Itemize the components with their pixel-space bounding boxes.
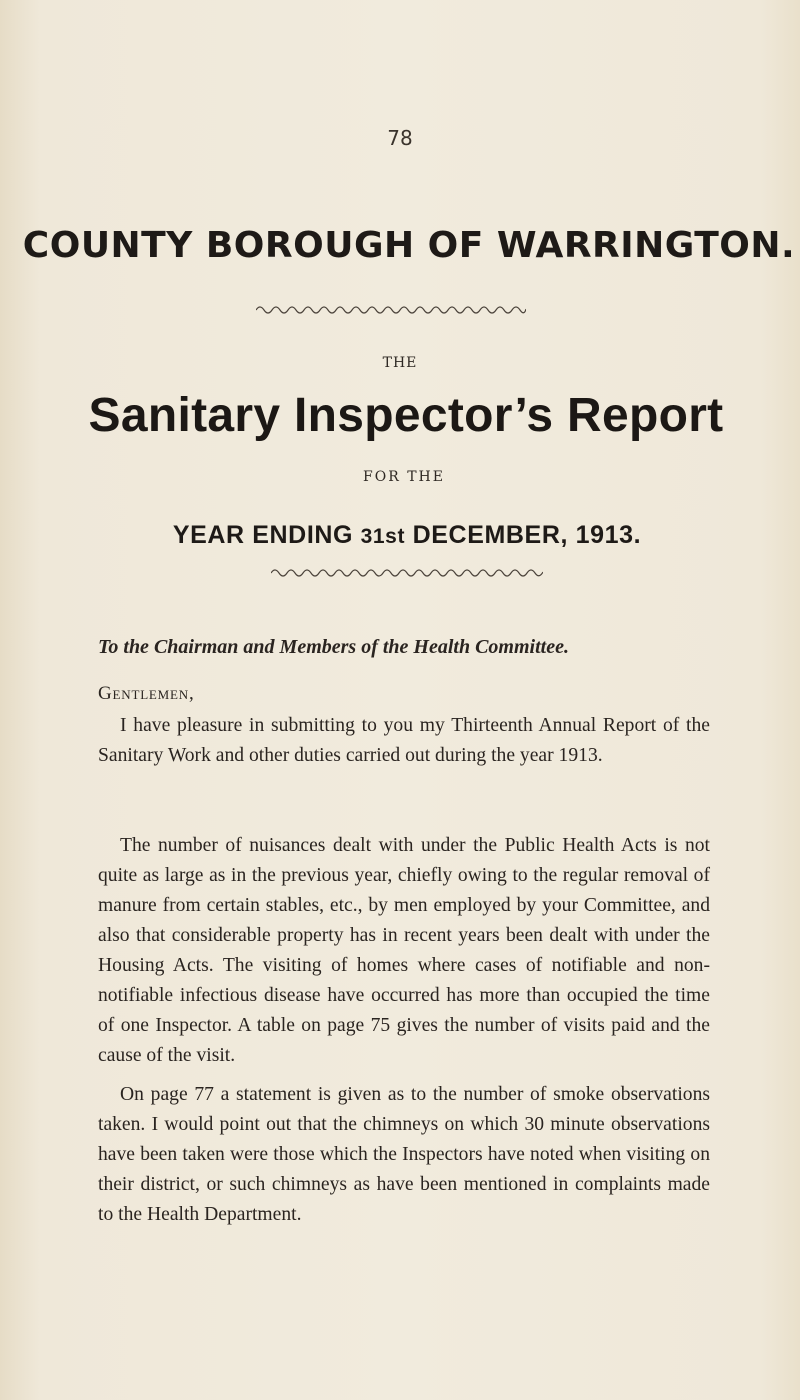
paragraph-2: The number of nuisances dealt with under the Public Health Acts is not quite as large as in the previous year, chiefly owing to the regular removal of manure from certain stables, etc., by men employed by your Committee, and also that considerable property has in recent years been dealt with under the Housing Acts. The visiting of homes where cases of notifiable and non-notifiable infectious disease have occurred has more than occupied the time of one Inspector. A table on page 75 gives the number of visits paid and the cause of the visit. (98, 835, 710, 1066)
paragraph-3: On page 77 a statement is given as to the number of smoke observations taken. I would point out that the chimneys on which 30 minute observations have been taken were those which the Inspectors have noted when visiting on their district, or such chimneys as have been mentioned in complaints made to the Health Department. (98, 1084, 710, 1225)
salutation: Gentlemen, (98, 683, 195, 704)
year-ending-suffix: DECEMBER, 1913. (412, 521, 642, 549)
page-number: 78 (387, 126, 413, 150)
wavy-rule-bottom (271, 565, 543, 577)
for-the-label: FOR THE (363, 469, 445, 485)
paragraph-1: I have pleasure in submitting to you my Thirteenth Annual Report of the Sanitary Work and other duties carried out during the year 1913. (98, 715, 710, 766)
wavy-rule-top (256, 302, 526, 314)
the-label: THE (382, 355, 418, 371)
year-ending-prefix: YEAR ENDING (172, 521, 354, 549)
year-ending-line (0, 521, 800, 550)
address-line: To the Chairman and Members of the Health Committee. (98, 636, 569, 658)
year-ending-day: 31st (360, 525, 406, 548)
borough-title: COUNTY BOROUGH OF WARRINGTON. (22, 225, 796, 266)
report-title: Sanitary Inspector’s Report (88, 389, 724, 442)
